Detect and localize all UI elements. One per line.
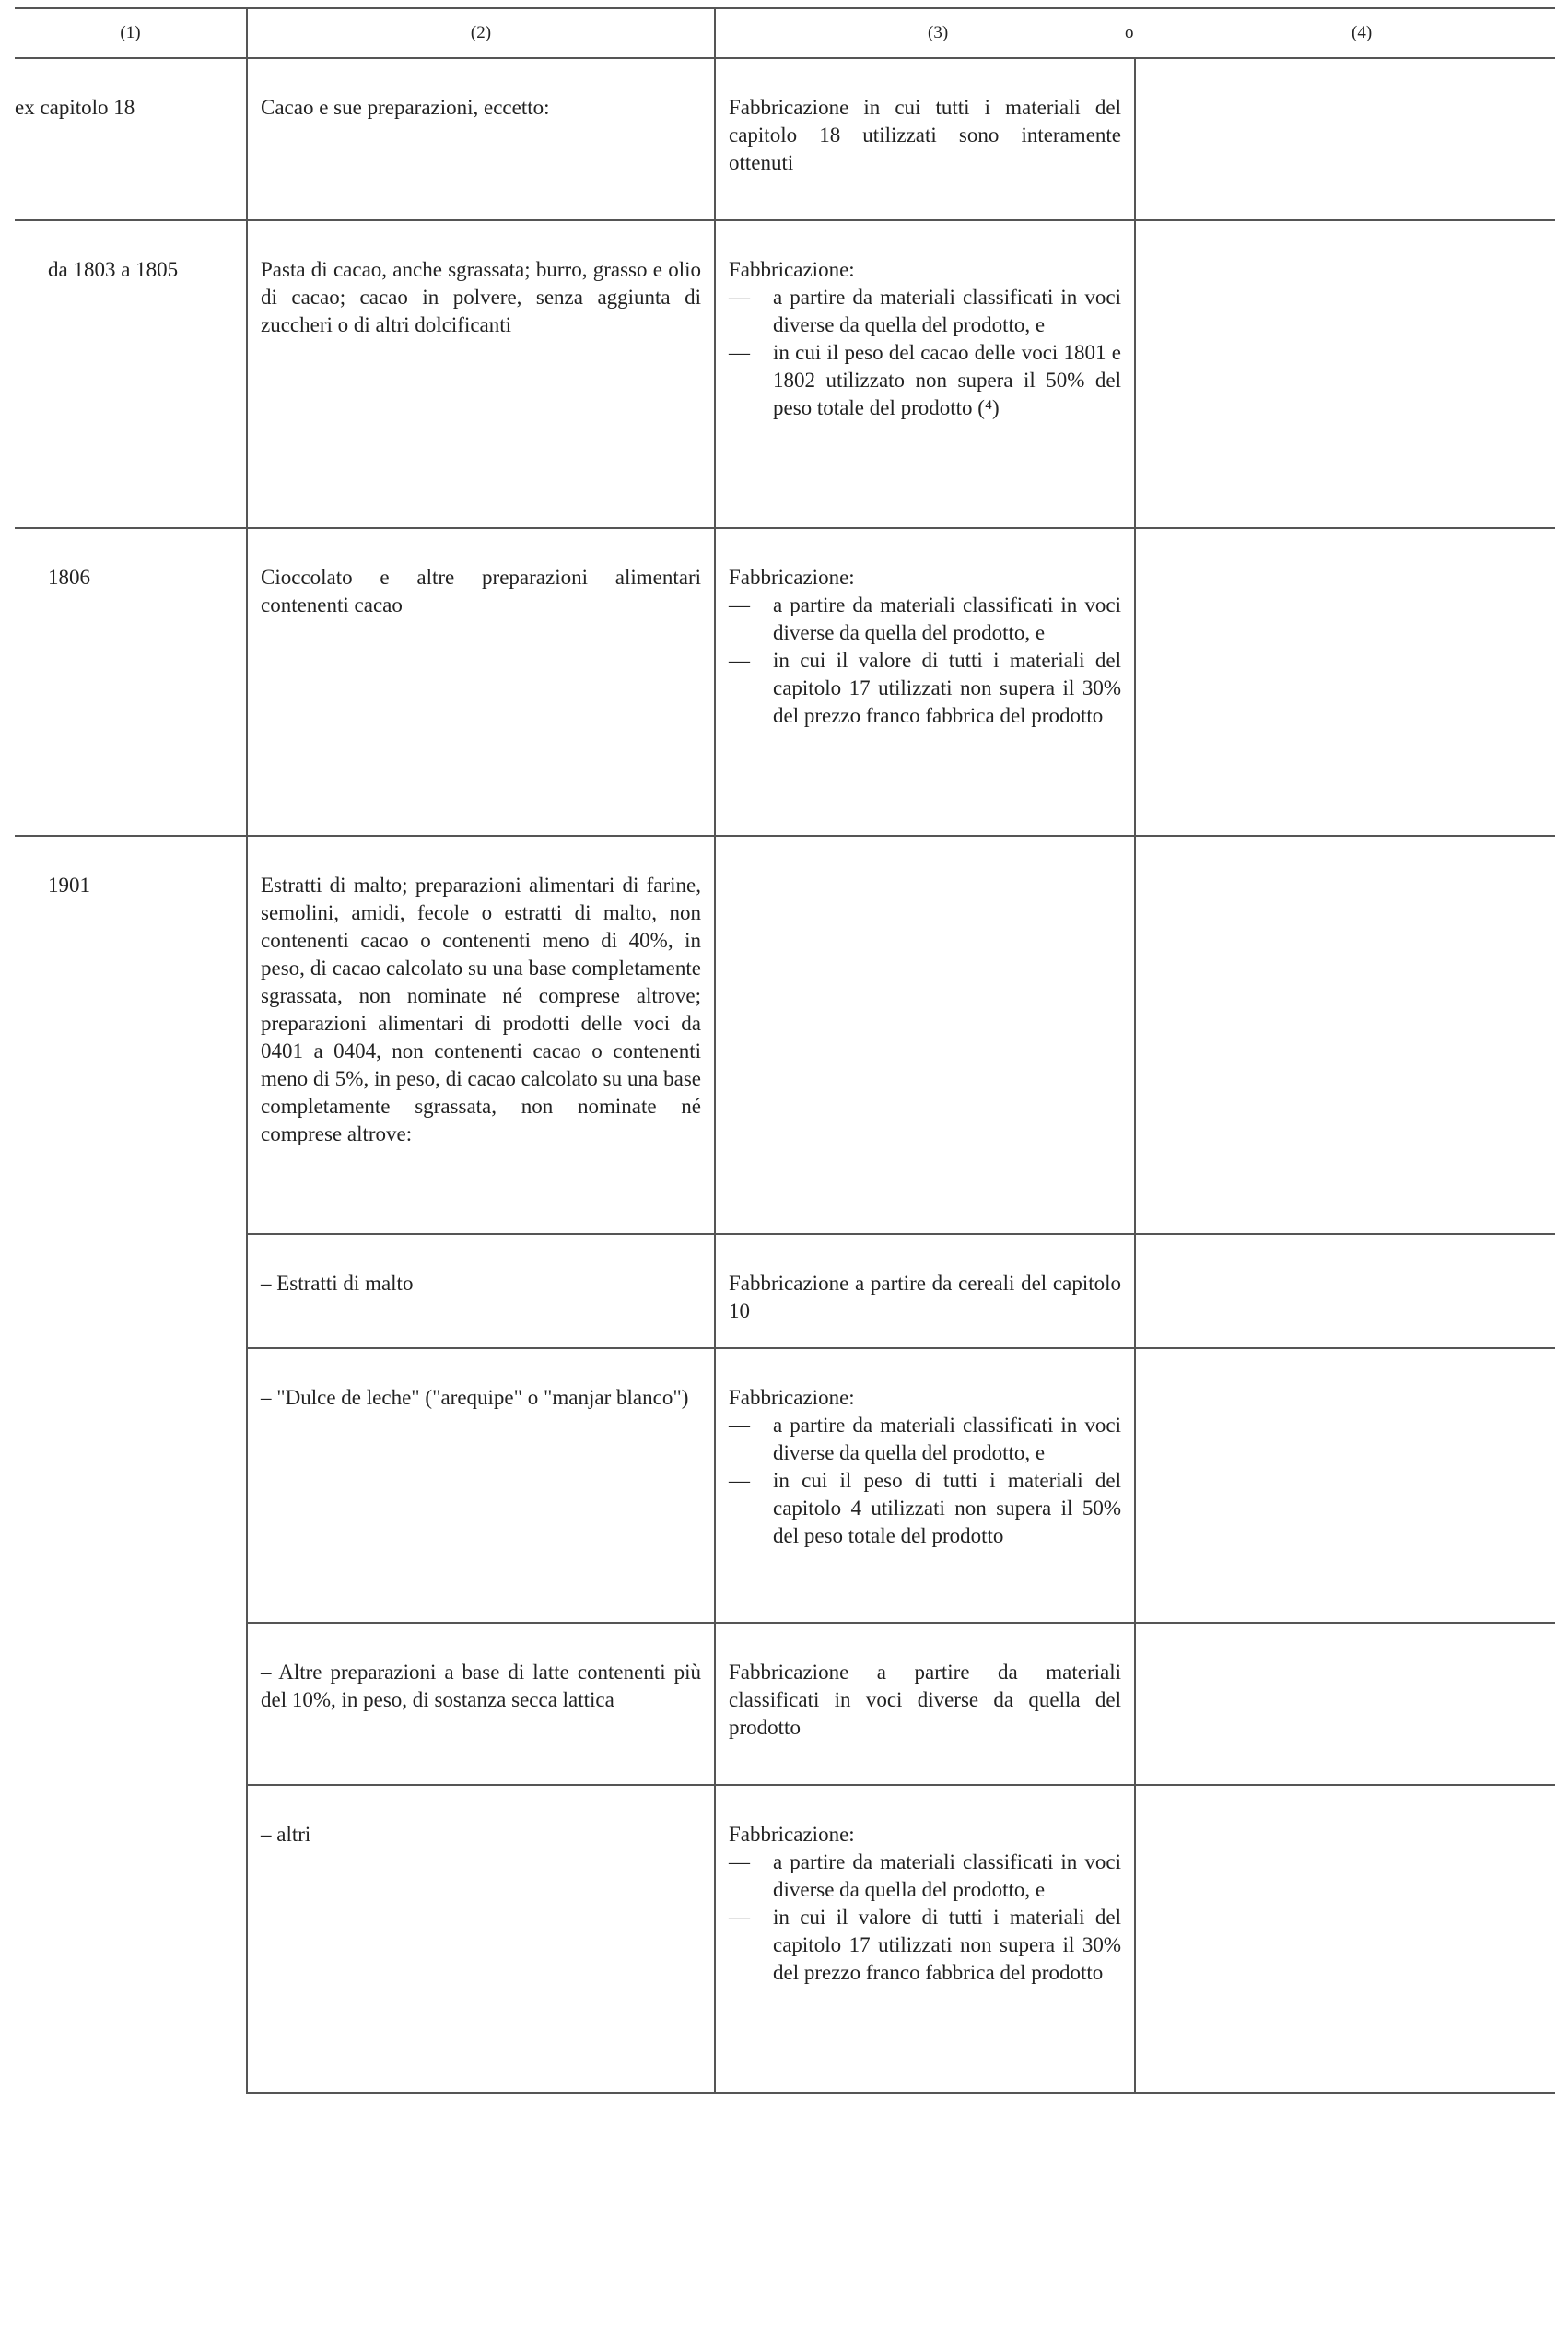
alt-rule-cell xyxy=(1135,528,1555,836)
description-cell xyxy=(247,1785,715,2093)
rule-cell xyxy=(715,220,1135,528)
heading-code-cell xyxy=(15,220,247,528)
rule-conditions xyxy=(729,1849,1121,1987)
rule-conditions xyxy=(729,1412,1121,1550)
description: Estratti di malto; preparazioni alimentari di farine, semolini, amidi, fecole o estratti di malto, non contenenti cacao o contenenti meno di 40%, in peso, di cacao calcolato su una base completamente sgrassata, non nominate né comprese altrove; preparazioni alimentari di prodotti delle voci da 0401 a 0404, non contenenti cacao o contenenti meno di 5%, in peso, di cacao calcolato su una base completamente sgrassata, non nominate né comprese altrove: xyxy=(261,874,701,1145)
alt-rule-cell xyxy=(1135,1348,1555,1623)
description-cell xyxy=(247,220,715,528)
table-row xyxy=(15,58,1555,220)
description-cell xyxy=(247,1234,715,1348)
dash-bullet: — xyxy=(729,1414,750,1437)
header-or: o xyxy=(1125,23,1134,42)
alt-rule-cell xyxy=(1135,220,1555,528)
rule-intro: Fabbricazione: xyxy=(729,1386,855,1409)
rule-text: Fabbricazione a partire da materiali classificati in voci diverse da quella del prodotto xyxy=(729,1661,1121,1739)
rule-condition: — in cui il peso del cacao delle voci 1801 e 1802 utilizzato non supera il 50% del peso totale del prodotto (⁴) xyxy=(729,341,1121,419)
alt-rule-cell xyxy=(1135,1623,1555,1785)
description-cell xyxy=(247,1623,715,1785)
rule-condition: — a partire da materiali classificati in voci diverse da quella del prodotto, e xyxy=(729,286,1121,336)
dash-bullet: — xyxy=(729,1850,750,1873)
header-col1: (1) xyxy=(15,8,247,58)
alt-rule-cell xyxy=(1135,1234,1555,1348)
heading-code-cell xyxy=(15,528,247,836)
description: – Estratti di malto xyxy=(261,1272,414,1295)
description: – Altre preparazioni a base di latte contenenti più del 10%, in peso, di sostanza secca lattica xyxy=(261,1661,701,1711)
rule-text: Fabbricazione in cui tutti i materiali del capitolo 18 utilizzati sono interamente ottenuti xyxy=(729,96,1121,174)
heading-code: da 1803 a 1805 xyxy=(48,258,179,281)
dash-bullet: — xyxy=(729,1906,750,1929)
origin-rules-table xyxy=(15,7,1555,2094)
rule-condition: — a partire da materiali classificati in voci diverse da quella del prodotto, e xyxy=(729,593,1121,644)
rule-cell xyxy=(715,528,1135,836)
heading-code-cell xyxy=(15,836,247,2093)
rule-text: Fabbricazione a partire da cereali del capitolo 10 xyxy=(729,1272,1121,1322)
heading-code-cell xyxy=(15,58,247,220)
table-row xyxy=(15,220,1555,528)
description-cell xyxy=(247,836,715,1234)
rule-cell xyxy=(715,836,1135,1234)
rule-conditions xyxy=(729,284,1121,422)
description: – altri xyxy=(261,1823,311,1846)
header-col4: (4) xyxy=(1352,23,1373,42)
rule-conditions xyxy=(729,592,1121,730)
rule-condition: — in cui il valore di tutti i materiali del capitolo 17 utilizzati non supera il 30% del prezzo franco fabbrica del prodotto xyxy=(729,649,1121,727)
dash-bullet: — xyxy=(729,649,750,672)
dash-bullet: — xyxy=(729,593,750,616)
rule-condition: — a partire da materiali classificati in voci diverse da quella del prodotto, e xyxy=(729,1414,1121,1464)
description-cell xyxy=(247,58,715,220)
heading-code: 1806 xyxy=(48,566,90,589)
rule-condition: — in cui il valore di tutti i materiali del capitolo 17 utilizzati non supera il 30% del prezzo franco fabbrica del prodotto xyxy=(729,1906,1121,1984)
rule-condition: — a partire da materiali classificati in voci diverse da quella del prodotto, e xyxy=(729,1850,1121,1901)
rule-cell xyxy=(715,58,1135,220)
header-col2: (2) xyxy=(247,8,715,58)
description-cell xyxy=(247,528,715,836)
header-col3: (3) xyxy=(928,23,949,42)
description: Cioccolato e altre preparazioni alimentari contenenti cacao xyxy=(261,566,701,616)
table-row xyxy=(15,836,1555,1234)
rule-cell xyxy=(715,1623,1135,1785)
heading-code: 1901 xyxy=(48,874,90,897)
description: Pasta di cacao, anche sgrassata; burro, grasso e olio di cacao; cacao in polvere, senza aggiunta di zuccheri o di altri dolcificanti xyxy=(261,258,701,336)
rule-cell xyxy=(715,1348,1135,1623)
dash-bullet: — xyxy=(729,1469,750,1492)
description: Cacao e sue preparazioni, eccetto: xyxy=(261,96,550,119)
table-row xyxy=(15,528,1555,836)
alt-rule-cell xyxy=(1135,836,1555,1234)
rule-intro: Fabbricazione: xyxy=(729,1823,855,1846)
rule-intro: Fabbricazione: xyxy=(729,566,855,589)
dash-bullet: — xyxy=(729,286,750,309)
rule-intro: Fabbricazione: xyxy=(729,258,855,281)
description: – "Dulce de leche" ("arequipe" o "manjar blanco") xyxy=(261,1386,689,1409)
dash-bullet: — xyxy=(729,341,750,364)
heading-code: ex capitolo 18 xyxy=(15,96,135,119)
rule-cell xyxy=(715,1234,1135,1348)
rule-condition: — in cui il peso di tutti i materiali del capitolo 4 utilizzati non supera il 50% del peso totale del prodotto xyxy=(729,1469,1121,1547)
alt-rule-cell xyxy=(1135,1785,1555,2093)
rule-cell xyxy=(715,1785,1135,2093)
description-cell xyxy=(247,1348,715,1623)
alt-rule-cell xyxy=(1135,58,1555,220)
header-col3-col4 xyxy=(715,8,1555,58)
table-header-row xyxy=(15,8,1555,58)
